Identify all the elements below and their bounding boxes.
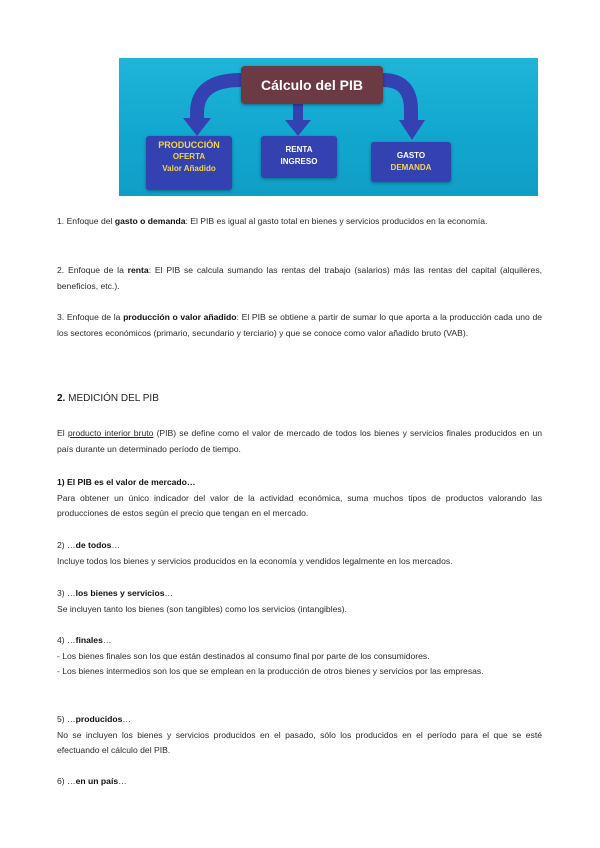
item-5-title: producidos — [75, 714, 123, 724]
arrowhead-center — [285, 120, 311, 136]
enfoque-3-post: : El PIB se obtiene a partir de sumar lo que aporta a la producción cada uno de los sectores económicos (primario, secundario y terciario) y que se conoce como valor añadido bruto (VAB). — [57, 312, 542, 338]
arrow-center — [293, 104, 303, 122]
box-produccion — [146, 136, 232, 190]
item-3-line1: Se incluyen tanto los bienes (son tangibles) como los servicios (intangibles). — [57, 603, 347, 614]
item-4 — [57, 633, 542, 680]
enfoque-3-bold: producción o valor añadido — [123, 312, 237, 322]
item-4-post: … — [102, 635, 112, 645]
item-2-post: … — [111, 540, 121, 550]
enfoque-1-num: 1. — [57, 216, 65, 226]
item-5 — [57, 712, 542, 759]
box-gasto — [371, 142, 451, 182]
item-3 — [57, 586, 542, 617]
item-4-heading — [57, 633, 542, 649]
box-gasto-line2: DEMANDA — [390, 163, 432, 172]
item-6-title: en un país — [75, 776, 119, 786]
enfoque-2-bold: renta — [127, 265, 149, 275]
item-6 — [57, 774, 542, 790]
enfoque-2-num: 2. — [57, 265, 65, 275]
enfoque-1-bold: gasto o demanda — [114, 216, 186, 226]
item-3-pre: 3) … — [57, 588, 76, 598]
diagram-title: Cálculo del PIB — [241, 66, 383, 104]
item-5-line1: No se incluyen los bienes y servicios producidos en el pasado, sólo los producidos en el período para el que se esté efectuando el cálculo del PIB. — [57, 729, 542, 755]
box-produccion-line3: Valor Añadido — [162, 164, 216, 173]
item-5-heading — [57, 712, 542, 728]
arrowhead-left — [183, 118, 211, 136]
section-heading — [57, 393, 159, 404]
intro-post: (PIB) se define como el valor de mercado de todos los bienes y servicios finales producidos en un país durante un determinado período de tiempo. — [57, 428, 543, 454]
item-4-pre: 4) … — [57, 635, 76, 645]
box-renta — [261, 136, 337, 178]
section-title: MEDICIÓN DEL PIB — [68, 393, 159, 404]
item-4-title: finales — [75, 635, 103, 645]
box-produccion-line1: PRODUCCIÓN — [158, 140, 220, 150]
enfoque-2-pre: Enfoque de la — [67, 265, 124, 275]
item-5-post: … — [122, 714, 132, 724]
item-2-line1: Incluye todos los bienes y servicios producidos en la economía y vendidos legalmente en los mercados. — [57, 555, 453, 566]
intro-link[interactable]: producto interior bruto — [67, 428, 154, 438]
enfoque-1-post: : El PIB es igual al gasto total en bienes y servicios producidos en la economía. — [185, 216, 488, 226]
intro-pre: El — [57, 428, 65, 438]
enfoque-2-post: : El PIB se calcula sumando las rentas del trabajo (salarios) más las rentas del capital (alquileres, beneficios, etc.). — [57, 265, 542, 291]
item-4-line2: - Los bienes intermedios son los que se emplean en la producción de otros bienes y servicios por las empresas. — [57, 666, 484, 676]
arrow-left — [197, 80, 241, 120]
enfoque-1 — [57, 214, 542, 230]
intro-paragraph — [57, 426, 542, 457]
section-number: 2. — [57, 393, 66, 404]
item-5-pre: 5) … — [57, 714, 76, 724]
item-3-heading — [57, 586, 542, 602]
enfoque-3-num: 3. — [57, 312, 65, 322]
item-6-pre: 6) … — [57, 776, 76, 786]
item-2 — [57, 538, 542, 569]
item-6-post: … — [118, 776, 127, 786]
arrow-right — [383, 80, 411, 122]
enfoque-1-pre: Enfoque del — [66, 216, 113, 226]
item-1-line1: Para obtener un único indicador del valor de la actividad económica, suma muchos tipos de productos valorando las producciones de estos según el precio que tengan en el mercado. — [57, 492, 542, 518]
box-produccion-line2: OFERTA — [172, 152, 206, 161]
item-3-post: … — [164, 588, 174, 598]
enfoque-2 — [57, 263, 542, 294]
item-1-title: El PIB es el valor de mercado… — [67, 477, 196, 487]
item-4-line1: - Los bienes finales son los que están destinados al consumo final por parte de los consumidores. — [57, 650, 430, 661]
item-6-heading — [57, 774, 542, 790]
enfoque-3 — [57, 310, 542, 341]
enfoque-3-pre: Enfoque de la — [66, 312, 121, 322]
item-1-pre: 1) — [57, 477, 68, 487]
arrowhead-right — [399, 120, 425, 140]
item-1-heading — [57, 475, 542, 491]
item-3-title: los bienes y servicios — [75, 588, 165, 598]
item-2-pre: 2) … — [57, 540, 76, 550]
box-renta-line1: RENTA — [285, 145, 313, 154]
item-1 — [57, 475, 542, 522]
item-2-heading — [57, 538, 542, 554]
box-renta-line2: INGRESO — [280, 157, 318, 166]
box-gasto-line1: GASTO — [396, 151, 426, 160]
item-2-title: de todos — [75, 540, 112, 550]
pib-diagram — [119, 58, 538, 196]
